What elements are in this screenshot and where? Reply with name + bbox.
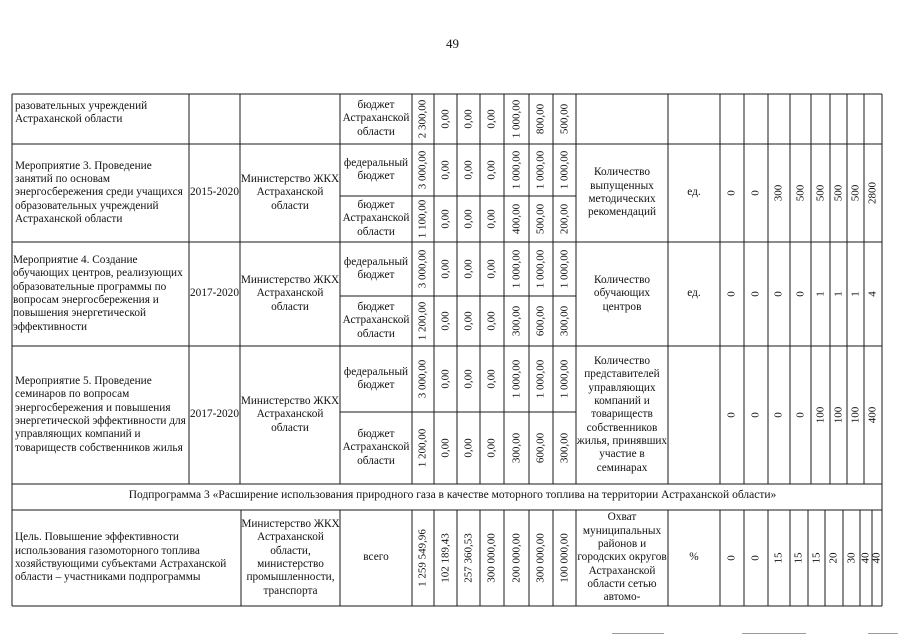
target-value: 100 [814, 406, 826, 424]
subprogram-title: Подпрограмма 3 «Расширение использования природного газа в качестве моторного топлива на территории Астраханской области» [128, 489, 777, 501]
table-row [12, 94, 189, 144]
funding-value: 1 000,00 [534, 150, 547, 190]
funding-value: 300,00 [510, 305, 522, 337]
funding-value: 0,00 [439, 311, 451, 331]
funding-value: 3 000,00 [416, 359, 429, 399]
target-value: 400 [866, 406, 879, 424]
indicator-name: Охват муниципальных районов и городских округов Астраханской области сетью автомо- [577, 511, 667, 604]
funding-value: 200,00 [558, 203, 570, 235]
target-value: 0 [772, 291, 785, 297]
funding-value: 300 000,00 [534, 533, 547, 583]
funding-value: 100 000,00 [558, 533, 570, 583]
target-value: 15 [792, 552, 805, 564]
funding-source: федеральный бюджет [343, 365, 409, 391]
target-value: 40 [859, 552, 872, 564]
scan-mark [612, 633, 664, 634]
funding-value: 0,00 [485, 438, 498, 458]
target-value: 0 [749, 291, 762, 297]
funding-value: 400,00 [510, 203, 522, 235]
funding-value: 0,00 [462, 259, 474, 279]
measure-description: Мероприятие 5. Проведение семинаров по вопросам энергосбережения и повышения энергетической эффективности для управляющих компаний и товариществ собственников жилья [15, 375, 186, 454]
target-value: 0 [749, 190, 762, 196]
period: 2017-2020 [190, 287, 239, 300]
funding-value: 1 000,00 [510, 150, 522, 190]
target-value: 4 [866, 291, 879, 297]
funding-value: 3 000,00 [416, 150, 429, 190]
indicator-unit: ед. [687, 186, 701, 199]
executor: Министерство ЖКХ Астраханской области, министерство промышленности, транспорта [241, 518, 340, 597]
funding-value: 0,00 [462, 311, 474, 331]
target-value: 1 [814, 291, 826, 297]
target-value: 0 [725, 555, 738, 561]
target-value: 20 [827, 552, 840, 564]
funding-value: 300,00 [510, 432, 522, 464]
measure-description: Мероприятие 3. Проведение занятий по основам энергосбережения среди учащихся образовательных учреждений Астраханской области [15, 159, 183, 225]
target-value: 500 [849, 184, 861, 202]
target-value: 0 [794, 412, 806, 418]
funding-value: 0,00 [485, 369, 498, 389]
target-value: 500 [814, 184, 826, 202]
funding-value: 257 360,53 [462, 533, 474, 583]
table-row [12, 346, 189, 484]
funding-source: федеральный бюджет [343, 255, 409, 281]
target-value: 1 [832, 291, 844, 297]
measure-description: разовательных учреждений Астраханской области [15, 100, 148, 126]
target-value: 500 [832, 184, 844, 202]
indicator-unit: ед. [687, 287, 701, 300]
period: 2017-2020 [190, 408, 239, 421]
funding-value: 1 000,00 [510, 359, 522, 399]
target-value: 500 [794, 184, 806, 202]
funding-value: 300 000,00 [485, 533, 498, 583]
funding-value: 300,00 [558, 305, 570, 337]
funding-value: 1 259 549,96 [416, 529, 429, 587]
indicator-name: Количество выпущенных методических рекомендаций [587, 166, 657, 219]
funding-value: 1 000,00 [558, 249, 570, 289]
funding-value: 1 000,00 [558, 359, 570, 399]
indicator-unit [668, 346, 720, 484]
scan-mark [742, 633, 806, 634]
target-value: 0 [725, 190, 738, 196]
funding-value: 1 000,00 [558, 150, 570, 190]
funding-value: 600,00 [534, 432, 547, 464]
funding-value: 1 000,00 [534, 249, 547, 289]
funding-value: 600,00 [534, 305, 547, 337]
target-value: 15 [810, 552, 822, 564]
target-value: 0 [749, 412, 762, 418]
funding-value: 200 000,00 [510, 533, 522, 583]
funding-value: 0,00 [439, 109, 451, 129]
funding-value: 0,00 [462, 109, 474, 129]
indicator-unit: % [689, 551, 699, 564]
measure-description: Мероприятие 4. Создание обучающих центров, реализующих образовательные программы по вопросам энергосбережения и повышения энергетической эффективности [13, 254, 183, 333]
funding-value: 1 200,00 [416, 301, 429, 341]
funding-value: 1 000,00 [510, 99, 522, 139]
funding-value: 800,00 [534, 103, 547, 135]
table-row [10, 242, 189, 346]
executor: Министерство ЖКХ Астраханской области [240, 274, 340, 313]
funding-value: 0,00 [439, 438, 451, 458]
funding-source: бюджет Астраханской области [342, 428, 410, 467]
table-row [12, 144, 189, 242]
executor: Министерство ЖКХ Астраханской области [240, 395, 340, 434]
funding-value: 0,00 [439, 209, 451, 229]
target-value: 15 [772, 552, 785, 564]
funding-value: 102 189,43 [439, 533, 451, 583]
funding-value: 500,00 [534, 203, 547, 235]
funding-source: бюджет Астраханской области [342, 301, 410, 340]
indicator-name: Количество обучающих центров [593, 274, 651, 313]
funding-source: бюджет Астраханской области [342, 99, 410, 138]
target-value: 30 [845, 552, 857, 564]
indicator-name: Количество представителей управляющих компаний и товариществ собственников жилья, принявших участие в семинарах [576, 355, 668, 474]
funding-value: 0,00 [462, 209, 474, 229]
funding-value: 500,00 [558, 103, 570, 135]
target-value: 40 [870, 552, 883, 564]
table-row [12, 510, 241, 606]
funding-value: 0,00 [462, 160, 474, 180]
target-value: 0 [794, 291, 806, 297]
target-value: 0 [725, 412, 738, 418]
funding-value: 2 300,00 [416, 99, 429, 139]
target-value: 1 [849, 291, 861, 297]
funding-value: 0,00 [485, 109, 498, 129]
target-value: 100 [849, 406, 861, 424]
funding-value: 300,00 [558, 432, 570, 464]
funding-value: 0,00 [485, 209, 498, 229]
scan-mark [868, 633, 898, 634]
funding-value: 0,00 [439, 369, 451, 389]
funding-value: 3 000,00 [416, 249, 429, 289]
funding-value: 1 000,00 [510, 249, 522, 289]
measure-description: Цель. Повышение эффективности использования газомоторного топлива хозяйствующими субъектами Астраханской области – участниками подпрограммы [15, 531, 227, 584]
funding-value: 0,00 [485, 160, 498, 180]
target-value: 0 [725, 291, 738, 297]
page-number: 49 [446, 36, 459, 51]
funding-value: 0,00 [462, 438, 474, 458]
funding-value: 0,00 [485, 259, 498, 279]
funding-source: бюджет Астраханской области [342, 199, 410, 238]
target-value: 100 [832, 406, 844, 424]
funding-value: 1 000,00 [534, 359, 547, 399]
target-value: 300 [772, 184, 785, 202]
funding-source: федеральный бюджет [343, 156, 409, 182]
target-value: 2800 [866, 182, 879, 204]
funding-value: 1 200,00 [416, 428, 429, 468]
funding-value: 0,00 [439, 259, 451, 279]
funding-value: 0,00 [439, 160, 451, 180]
funding-value: 0,00 [485, 311, 498, 331]
funding-source: всего [363, 551, 389, 564]
executor: Министерство ЖКХ Астраханской области [240, 173, 340, 212]
period: 2015-2020 [190, 186, 239, 199]
target-value: 0 [772, 412, 785, 418]
target-value: 0 [749, 555, 762, 561]
funding-value: 0,00 [462, 369, 474, 389]
funding-value: 1 100,00 [416, 199, 429, 239]
